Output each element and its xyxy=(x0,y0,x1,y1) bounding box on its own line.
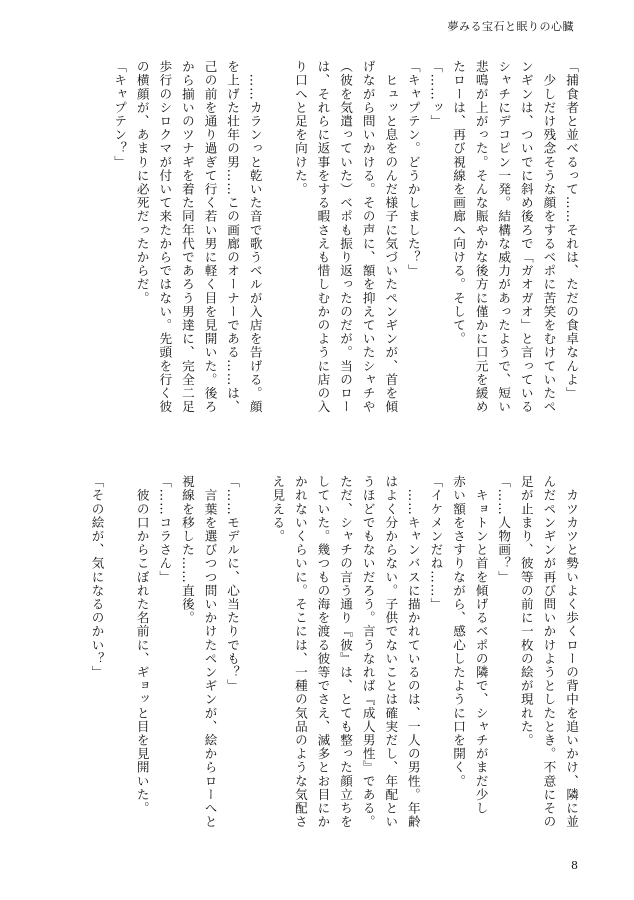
text-line xyxy=(243,475,266,845)
page-number: 8 xyxy=(571,859,578,872)
text-line: 言葉を選びつつ問いかけたペンギンが、絵からローへと xyxy=(202,475,218,829)
text-line: 「……人物画？」 xyxy=(496,475,512,584)
text-line: の横顔が、あまりに必死だったからだ。 xyxy=(134,60,150,305)
text-line: は、それらに返事をする暇さえも惜しむかのように店の入 xyxy=(315,60,331,414)
text-line: え見える。 xyxy=(270,475,286,543)
text-block-top xyxy=(102,60,582,460)
text-line: （彼を気遣っていた）ベポも振り返ったのだが。当のロー xyxy=(338,60,354,414)
text-line: 「キャプテン？」 xyxy=(112,60,128,169)
text-line: うほどでもないだろう。言うなれば『成人男性』である。 xyxy=(360,475,376,829)
text-line: 赤い額をさすりながら、感心したように口を開く。 xyxy=(451,475,467,788)
text-line: 視線を移した……直後。 xyxy=(179,475,195,625)
text-line: 「捕食者と並べるって……それは、ただの食卓なんよ」 xyxy=(564,60,579,400)
text-block-bottom xyxy=(89,475,582,845)
text-line: シャチにデコピン一発。結構な威力があったようで、短い xyxy=(496,60,512,414)
text-line: 足が止まり、彼等の前に一枚の絵が現れた。 xyxy=(518,475,534,747)
text-line: 「イケメンだね……」 xyxy=(428,475,444,611)
text-line: 彼の口からこぼれた名前に、ギョッと目を見開いた。 xyxy=(134,475,150,815)
text-line: していた。幾つもの海を渡る彼等でさえ、滅多とお目にか xyxy=(315,475,331,829)
text-line: 少しだけ残念そうな顔をするベポに苦笑をむけていたペ xyxy=(541,60,557,414)
text-line xyxy=(266,60,289,460)
text-line: ……カランっと乾いた音で歌うベルが入店を告げる。顔 xyxy=(247,60,263,414)
text-line: ……キャンバスに描かれているのは、一人の男性。年齢 xyxy=(405,475,421,829)
text-line: ンギンは、ついでに斜め後ろで「ガオガオ」と言っている xyxy=(518,60,534,414)
text-line: 「……コラさん」 xyxy=(157,475,173,584)
text-line: 「……モデルに、心当たりでも？」 xyxy=(225,475,241,693)
text-line: 「その絵が、気になるのかい？」 xyxy=(89,475,105,679)
text-line: かれないくらいに。そこには、一種の気品のような気配さ xyxy=(292,475,308,829)
text-line: 悲鳴が上がった。そんな賑やかな後方に僅かに口元を緩め xyxy=(473,60,489,414)
text-line: り口へと足を向けた。 xyxy=(292,60,308,196)
text-line: 歩行のシロクマが付いて来たからではない。先頭を行く彼 xyxy=(157,60,173,414)
text-line: たローは、再び視線を画廊へ向ける。そして。 xyxy=(451,60,467,346)
text-line: げながら問いかける。その声に、額を抑えていたシャチや xyxy=(360,60,376,414)
text-line: 己の前を通り過ぎて行く若い男に軽く目を見開いた。後ろ xyxy=(202,60,218,414)
text-line: カツカツと勢いよく歩くローの背中を追いかけ、隣に並 xyxy=(564,475,579,829)
text-line: キョトンと首を傾げるベポの隣で、シャチがまだ少し xyxy=(473,475,489,815)
text-line: んだペンギンが再び問いかけようとしたとき。不意にその xyxy=(541,475,557,829)
text-line: 「……ッ」 xyxy=(428,60,444,128)
text-line: はよく分からない。子供でないことは確実だし、年配とい xyxy=(383,475,399,829)
text-line: から揃いのツナギを着た同年代であろう男達に、完全二足 xyxy=(179,60,195,414)
text-line xyxy=(108,475,131,845)
text-line: 「キャプテン。どうかしました？」 xyxy=(405,60,421,278)
text-line: ヒュッと息をのんだ様子に気づいたペンギンが、首を傾 xyxy=(383,60,399,414)
running-header: 夢みる宝石と眠りの心臓 xyxy=(447,20,574,33)
text-line: ただ、シャチの言う通り『彼』は、とても整った顔立ちを xyxy=(338,475,354,829)
text-line: を上げた壮年の男……この画廊のオーナーである……は、 xyxy=(225,60,241,414)
